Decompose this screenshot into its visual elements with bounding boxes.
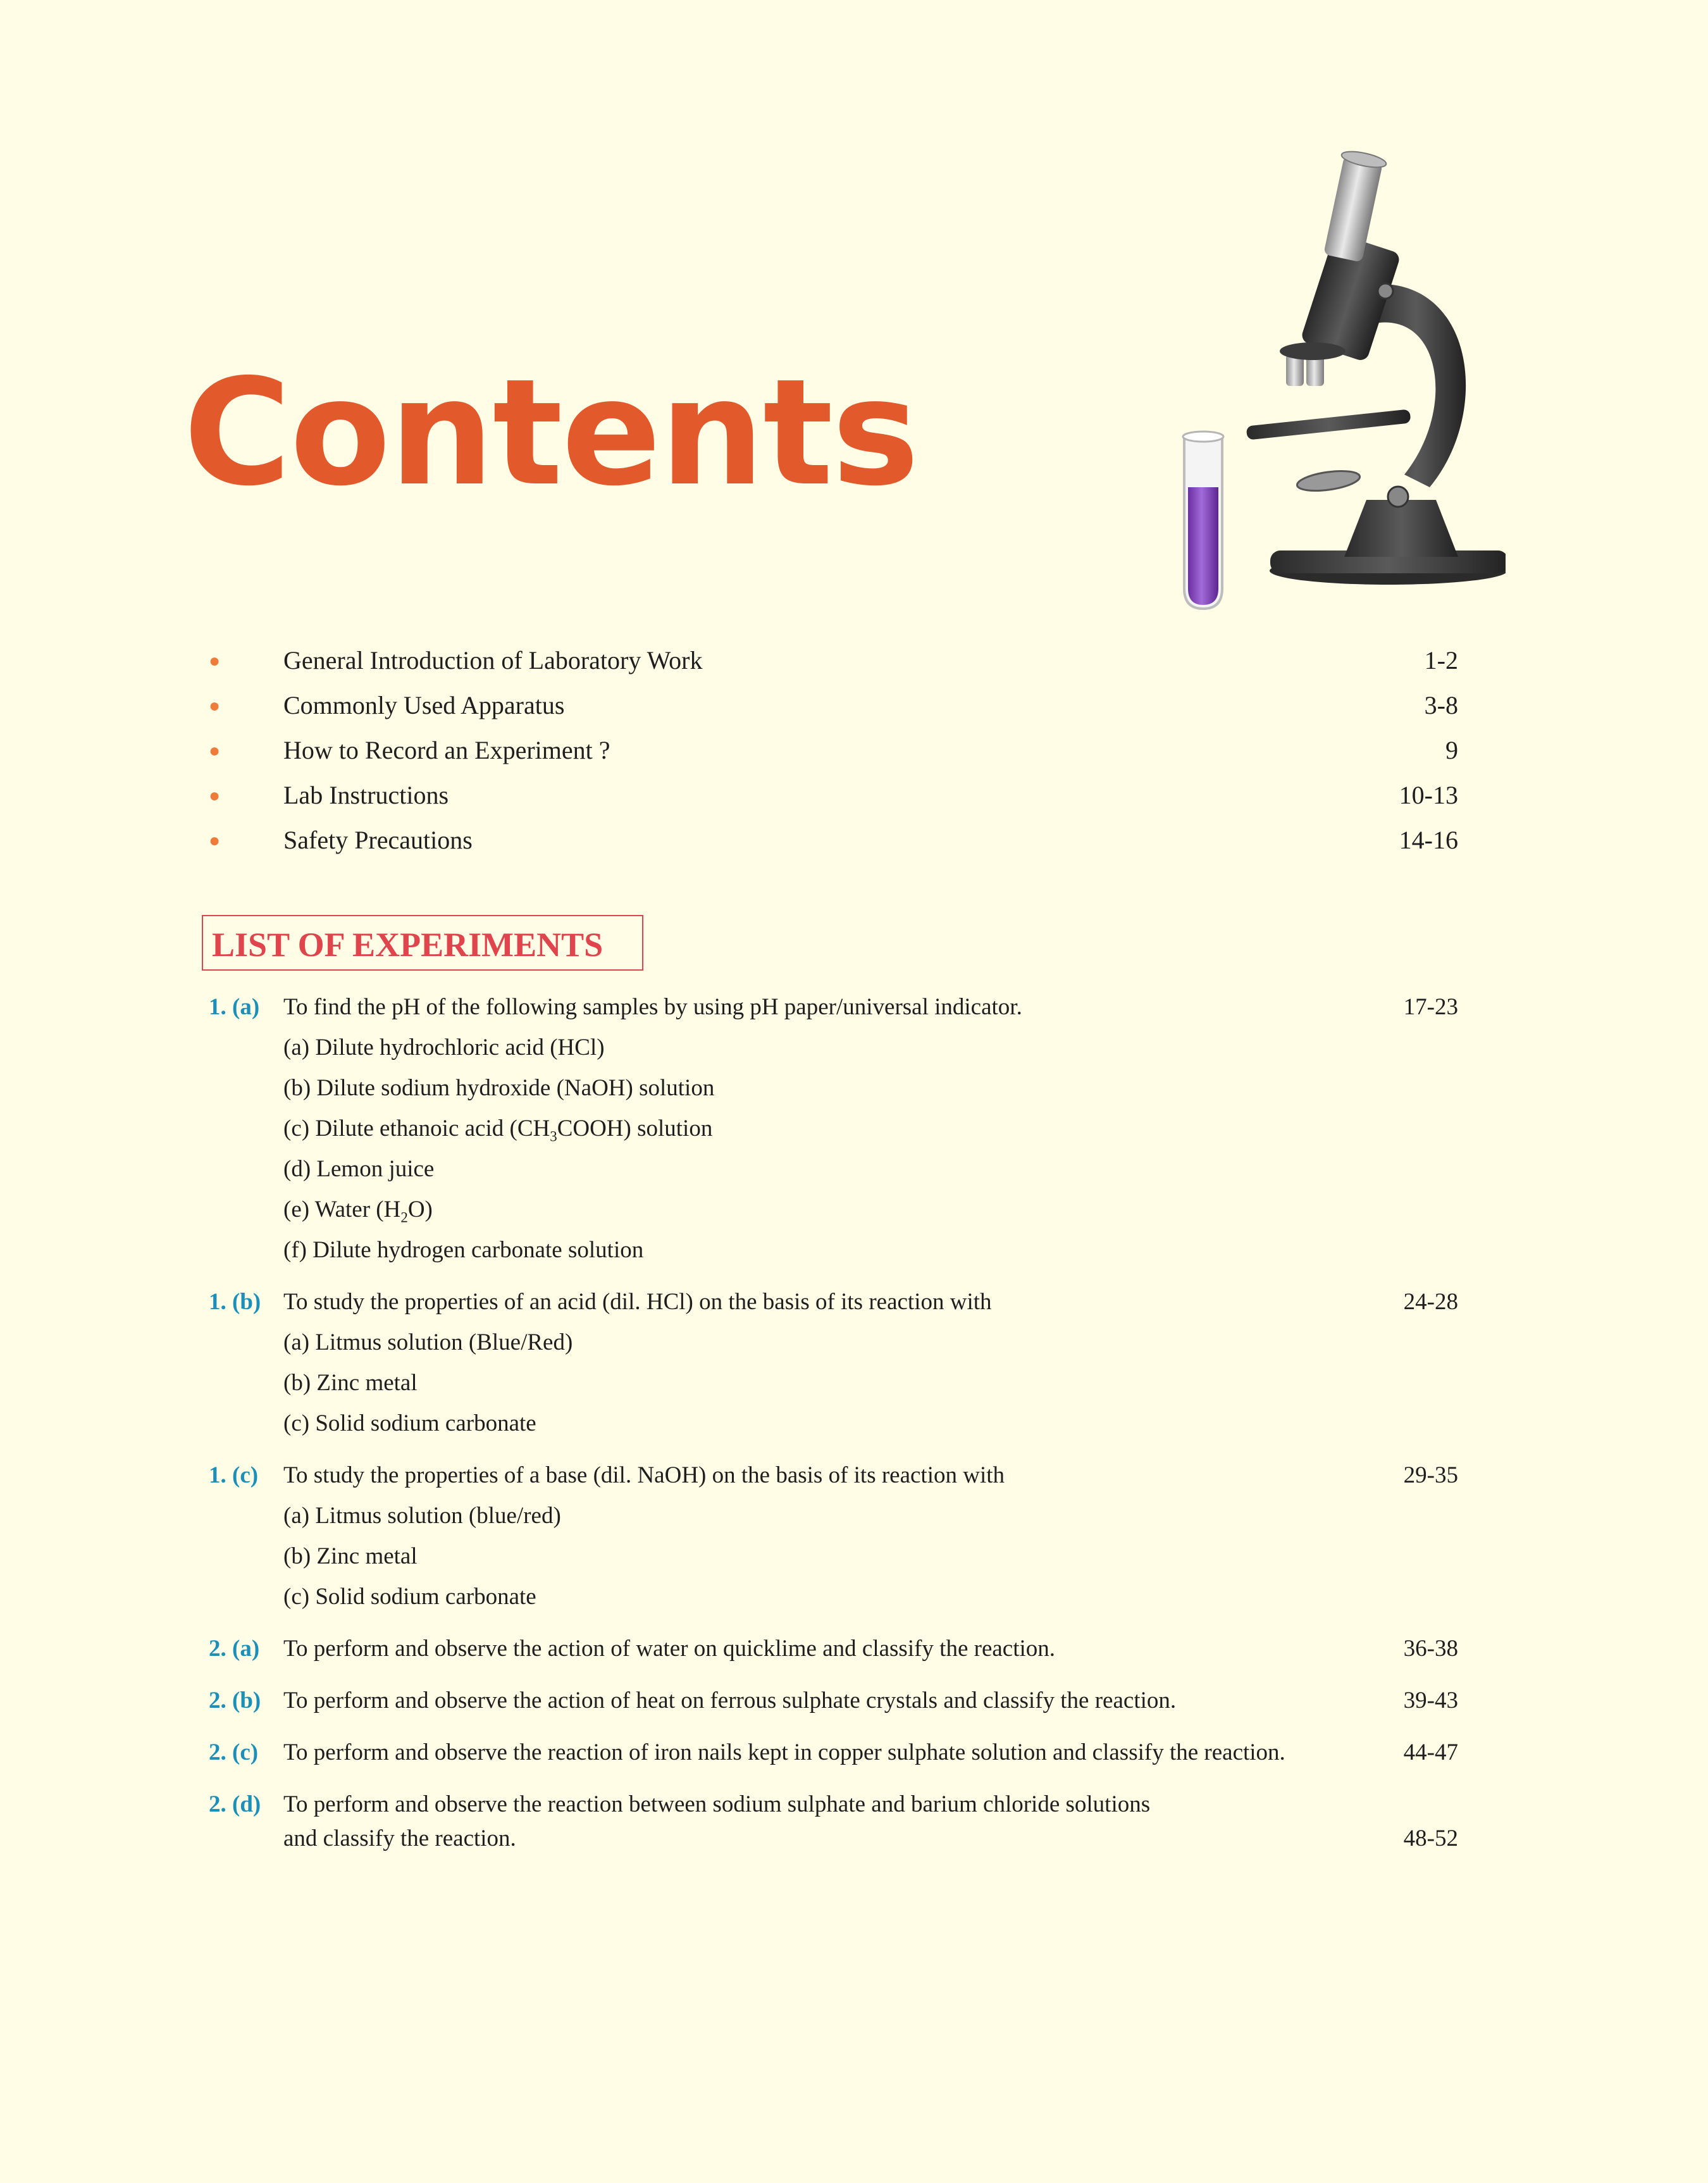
experiment-pages: 17-23 (1403, 994, 1458, 1020)
experiment-title: To perform and observe the action of water on quicklime and classify the reaction. (283, 1636, 1056, 1662)
experiment-subitem (283, 1196, 433, 1226)
subscript: 3 (550, 1128, 557, 1145)
page-title: Contents (183, 347, 919, 518)
toc-entry[interactable] (0, 645, 1708, 690)
experiment-title: To perform and observe the reaction of iron nails kept in copper sulphate solution and classify the reaction. (283, 1739, 1285, 1765)
experiment-pages: 29-35 (1403, 1462, 1458, 1488)
experiment-pages: 48-52 (1403, 1825, 1458, 1851)
experiments-heading: LIST OF EXPERIMENTS (212, 926, 603, 964)
microscope-icon (1246, 149, 1506, 585)
experiment-number: 1. (c) (209, 1462, 259, 1488)
toc-entry-label: General Introduction of Laboratory Work (283, 646, 703, 675)
experiment-pages: 36-38 (1403, 1636, 1458, 1662)
experiment-number: 2. (b) (209, 1688, 261, 1713)
experiment-subitem: (f) Dilute hydrogen carbonate solution (283, 1237, 644, 1263)
subitem-text: O) (407, 1197, 433, 1222)
toc-entry[interactable] (0, 735, 1708, 780)
toc-entry-label: How to Record an Experiment ? (283, 736, 610, 764)
experiment-pages: 44-47 (1403, 1739, 1458, 1765)
experiment-title: To perform and observe the action of heat on ferrous sulphate crystals and classify the reaction. (283, 1688, 1177, 1713)
toc-entry-pages: 10-13 (1399, 781, 1458, 809)
experiment-number: 1. (b) (209, 1289, 261, 1315)
bullet-icon: ● (209, 695, 221, 716)
subitem-text: COOH) solution (557, 1116, 713, 1141)
experiment-subitem: (d) Lemon juice (283, 1156, 435, 1182)
experiment-number: 1. (a) (209, 994, 260, 1020)
experiment-title: To perform and observe the reaction between sodium sulphate and barium chloride solutions (283, 1791, 1151, 1817)
experiment-pages: 39-43 (1403, 1688, 1458, 1713)
toc-entry-pages: 1-2 (1424, 646, 1458, 675)
experiment-subitem: (c) Solid sodium carbonate (283, 1584, 536, 1610)
bullet-icon: ● (209, 785, 221, 806)
bullet-icon: ● (209, 650, 221, 671)
subscript: 2 (400, 1209, 408, 1226)
experiment-title-continued: and classify the reaction. (283, 1825, 516, 1851)
experiment-subitem: (a) Dilute hydrochloric acid (HCl) (283, 1035, 605, 1060)
toc-entry[interactable] (0, 780, 1708, 825)
experiment-title: To study the properties of a base (dil. NaOH) on the basis of its reaction with (283, 1462, 1005, 1488)
experiment-number: 2. (c) (209, 1739, 259, 1765)
test-tube-icon (1183, 432, 1223, 609)
experiment-subitem: (a) Litmus solution (blue/red) (283, 1503, 561, 1529)
experiment-subitem: (a) Litmus solution (Blue/Red) (283, 1329, 573, 1355)
experiments-heading-box (202, 915, 643, 971)
experiment-subitem: (c) Solid sodium carbonate (283, 1410, 536, 1436)
toc-entry-pages: 3-8 (1424, 691, 1458, 719)
bullet-icon: ● (209, 740, 221, 761)
experiment-title: To study the properties of an acid (dil. HCl) on the basis of its reaction with (283, 1289, 992, 1315)
toc-entry-label: Commonly Used Apparatus (283, 691, 565, 719)
experiment-number: 2. (d) (209, 1791, 261, 1817)
experiment-subitem: (b) Zinc metal (283, 1543, 418, 1569)
experiment-title: To find the pH of the following samples by using pH paper/universal indicator. (283, 994, 1022, 1020)
experiment-pages: 24-28 (1403, 1289, 1458, 1315)
experiment-number: 2. (a) (209, 1636, 260, 1662)
toc-entry-label: Lab Instructions (283, 781, 449, 809)
subitem-text: (c) Dilute ethanoic acid (CH (283, 1116, 550, 1141)
experiment-subitem: (b) Zinc metal (283, 1370, 418, 1396)
bullet-icon: ● (209, 830, 221, 851)
toc-entry-pages: 9 (1445, 736, 1458, 764)
toc-entry[interactable] (0, 825, 1708, 870)
toc-entry-label: Safety Precautions (283, 826, 473, 854)
experiment-subitem: (b) Dilute sodium hydroxide (NaOH) solution (283, 1075, 715, 1101)
experiment-subitem (283, 1115, 712, 1145)
lab-illustration (1177, 146, 1506, 626)
toc-entry-pages: 14-16 (1399, 826, 1458, 854)
toc-entry[interactable] (0, 690, 1708, 735)
subitem-text: (e) Water (H (283, 1197, 401, 1222)
intro-list (0, 645, 1708, 870)
